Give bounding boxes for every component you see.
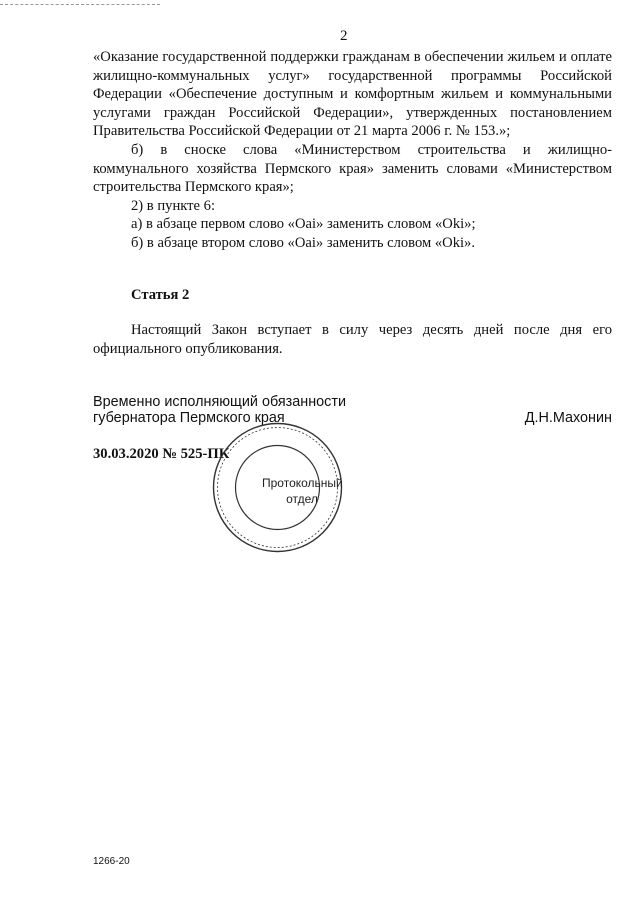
article-title: Статья 2 [131, 287, 190, 303]
stamp-center-line1: Протокольный [262, 476, 343, 490]
signature-name: Д.Н.Махонин [524, 410, 612, 426]
stamp-center [262, 475, 342, 507]
article-body: Настоящий Закон вступает в силу через десять дней после дня его официального опубликования. [93, 322, 612, 357]
paragraph-item-6b: б) в абзаце втором слово «Оаі» заменить словом «Okі». [131, 234, 476, 251]
paragraph-item-6: 2) в пункте 6: [131, 197, 216, 214]
article-text [93, 321, 612, 359]
paragraph-continuation: «Оказание государственной поддержки гражданам в обеспечении жильем и оплате жилищно-коммунальных услуг» государственной программы Российской Федерации «Обеспечение доступным и комфортным жильем и коммунальными услугами граждан Российской Федерации», утвержденных постановлением Правительства Российской Федерации от 21 марта 2006 г. № 153.»; [93, 49, 612, 140]
signature-position-line1: Временно исполняющий обязанности [93, 394, 347, 410]
scan-edge-line [0, 4, 160, 6]
signature-position-line2: губернатора Пермского края [93, 410, 285, 426]
document-code: 1266-20 [93, 856, 130, 867]
body-text [93, 48, 612, 253]
stamp-center-line2: отдел [286, 492, 318, 506]
paragraph-item-6a: а) в абзаце первом слово «Оаі» заменить словом «Okі»; [131, 216, 476, 233]
page-number: 2 [340, 28, 348, 44]
paragraph-footnote: б) в сноске слова «Министерством строительства и жилищно-коммунального хозяйства Пермского края» заменить словами «Министерством строительства Пермского края»; [93, 141, 612, 196]
date-number: 30.03.2020 № 525-ПК [93, 446, 230, 462]
